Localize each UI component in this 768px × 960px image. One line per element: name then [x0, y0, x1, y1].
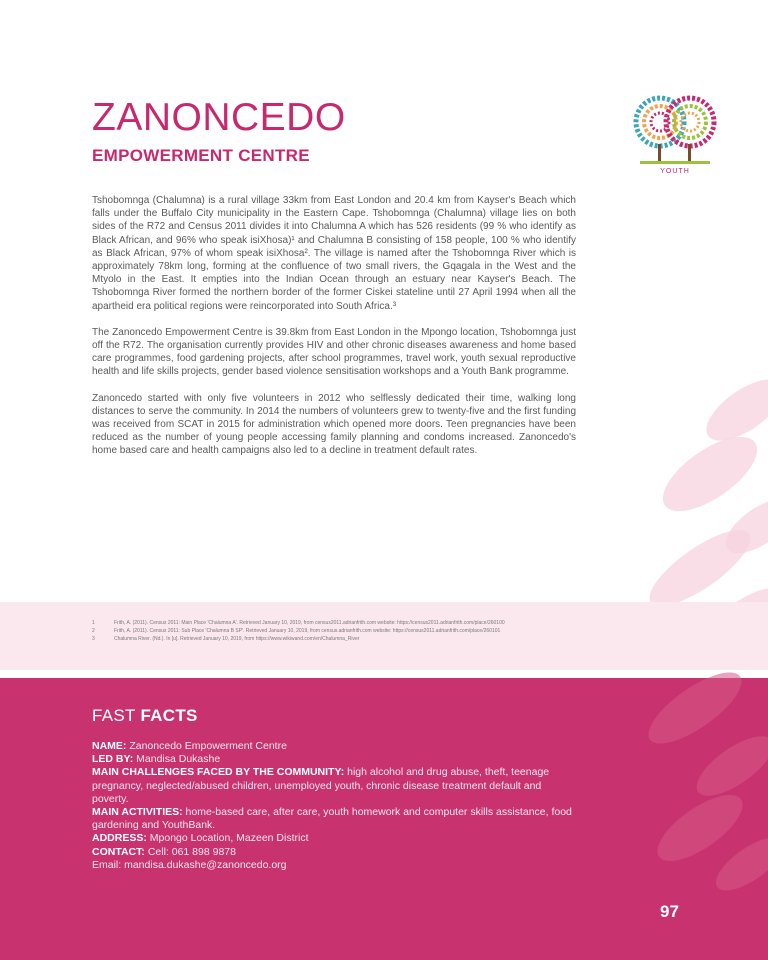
- fact-value: high alcohol and drug abuse, theft, teenage pregnancy, neglected/abused children, unemployed youth, chronic disease treatment default and poverty.: [92, 766, 550, 805]
- body-text: [92, 194, 576, 471]
- fact-value: Mandisa Dukashe: [136, 753, 221, 766]
- page-number: 97: [660, 902, 679, 921]
- fast-fact-item: [92, 766, 572, 806]
- fact-value: Cell: 061 898 9878: [147, 845, 236, 858]
- fast-fact-item: [92, 806, 572, 832]
- fact-label: NAME:: [92, 740, 127, 752]
- fast-facts-heading: [92, 706, 198, 726]
- footnote-number: 1: [92, 620, 95, 626]
- fact-label: LED BY:: [92, 753, 134, 766]
- footnote-text: Chalumna River. (Nd.). In [u]. Retrieved January 10, 2019, from https://www.wikiwand.com/en/Chalumna_River: [114, 635, 360, 642]
- logo-label: YOUTH: [660, 168, 690, 175]
- footnote: [92, 636, 572, 643]
- fact-value: Email: mandisa.dukashe@zanoncedo.org: [92, 858, 287, 871]
- footnote-text: Frith, A. (2011). Census 2011: Main Place 'Chalumna A'. Retrieved January 10, 2019, from census2011.adrianfrith.com website: https://census2011.adrianfrith.com/place/260100: [114, 620, 505, 626]
- fast-fact-item: [92, 753, 572, 766]
- footnote: [92, 628, 572, 635]
- fast-facts-heading-bold: FACTS: [140, 706, 198, 725]
- fact-value: Zanoncedo Empowerment Centre: [129, 740, 287, 752]
- page-title: ZANONCEDO: [92, 96, 346, 139]
- fast-fact-item: [92, 846, 572, 859]
- fast-fact-item: [92, 832, 572, 845]
- body-paragraph: Zanoncedo started with only five volunteers in 2012 who selflessly dedicated their time, walking long distances to serve the community. In 2014 the numbers of volunteers grew to twenty-five and the first funding was received from SCAT in 2015 for administration which opened more doors. Teen pregnancies have been reduced as the number of young people accessing family planning and condoms increased. Zanoncedo's home based care and health campaigns also led to a decline in treatment default rates.: [92, 392, 576, 457]
- fact-label: MAIN CHALLENGES FACED BY THE COMMUNITY:: [92, 766, 345, 779]
- fact-value: home-based care, after care, youth homework and computer skills assistance, food gardening and YouthBank.: [92, 806, 572, 832]
- fact-label: ADDRESS:: [92, 832, 147, 845]
- page-subtitle: EMPOWERMENT CENTRE: [92, 146, 310, 165]
- footnote-number: 2: [92, 627, 95, 634]
- footnote-text: Frith, A. (2011). Census 2011: Sub Place 'Chalumna B SP'. Retrieved January 10, 2019, from census.adrianfrith.com website: https://census2011.adrianfrith.com/place/260101: [114, 627, 501, 634]
- fast-facts-heading-light: FAST: [92, 706, 136, 725]
- fast-fact-item: [92, 740, 572, 753]
- fast-fact-item: [92, 859, 572, 872]
- footnotes: [92, 620, 572, 643]
- footnote-number: 3: [92, 635, 95, 642]
- fact-label: MAIN ACTIVITIES:: [92, 806, 183, 819]
- footnote: [92, 620, 572, 627]
- fast-facts-list: [92, 740, 572, 872]
- fact-label: CONTACT:: [92, 845, 145, 858]
- body-paragraph: The Zanoncedo Empowerment Centre is 39.8km from East London in the Mpongo location, Tshobomnga just off the R72. The organisation currently provides HIV and other chronic diseases awareness and home based care programmes, food gardening projects, after school programmes, travel work, youth sexual reproductive health and life skills projects, gender based violence sensitisation workshops and a Youth Bank programme.: [92, 326, 576, 378]
- fact-value: Mpongo Location, Mazeen District: [149, 832, 309, 845]
- decorative-petal: [638, 660, 751, 756]
- body-paragraph: Tshobomnga (Chalumna) is a rural village 33km from East London and 20.4 km from Kayser's Beach which falls under the Buffalo City municipality in the Eastern Cape. Tshobomnga (Chalumna) village lies on both sides of the R72 and Census 2011 divides it into Chalumna A which has 526 residents (99 % who identify as Black African, and 96% who speak isiXhosa)¹ and Chalumna B consisting of 158 people, 100 % who identify as Black African, 97% of whom speak isiXhosa². The village is named after the Tshobomnga River which is approximately 78km long, forming at the confluence of two small rivers, the Gqagala in the West and the Mtyolo in the East. It empties into the Indian Ocean through an estuary near Kayser's Beach. The Tshobomnga River formed the northern border of the former Ciskei stateline until 27 April 1994 when all the apartheid era political regions were reincorporated into South Africa.³: [92, 195, 576, 312]
- youth-logo-icon: [632, 88, 718, 180]
